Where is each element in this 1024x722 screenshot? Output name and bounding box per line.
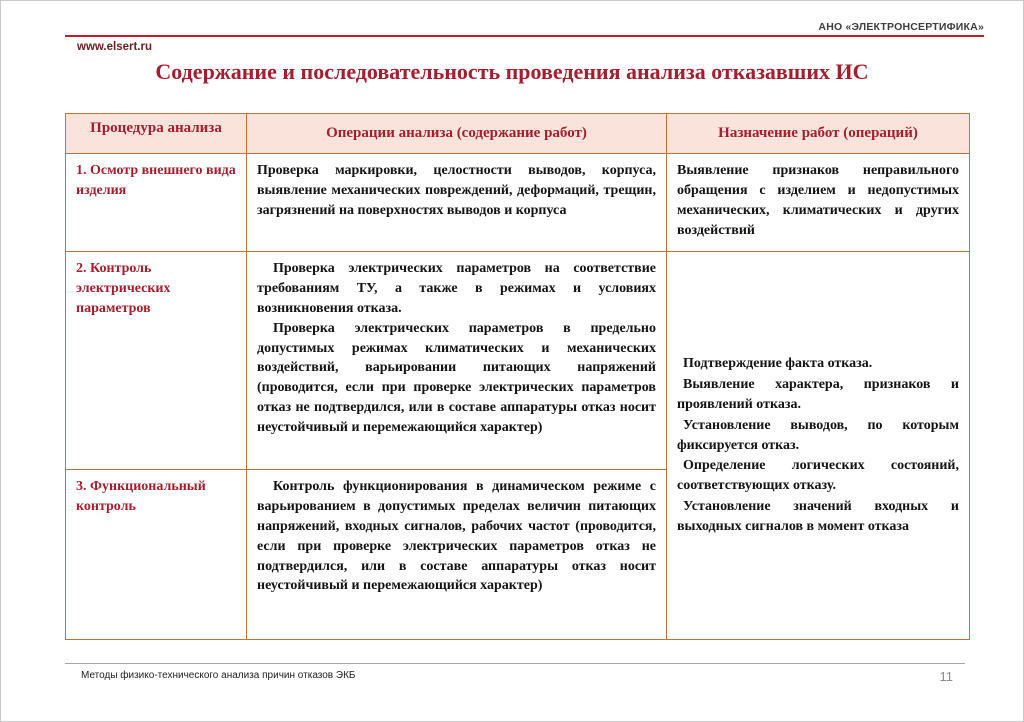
procedure-cell-2: 2. Контроль электрических параметров — [66, 252, 247, 470]
purpose-paragraph: Установление выводов, по которым фиксируется отказ. — [677, 417, 959, 453]
analysis-table — [65, 113, 970, 640]
operations-cell-3 — [247, 470, 667, 640]
operations-paragraph: Проверка электрических параметров в предельно допустимых режимах климатических и механических воздействий, варьировании питающих напряжений (проводится, если при проверке электрических параметров отказ не подтвердился, или в составе аппаратуры отказ носит неустойчивый и перемежающийся характер) — [257, 320, 656, 435]
purpose-paragraph: Определение логических состояний, соответствующих отказу. — [677, 458, 959, 494]
slide-title: Содержание и последовательность проведения анализа отказавших ИС — [155, 59, 869, 84]
purpose-cell-1: Выявление признаков неправильного обращения с изделием и недопустимых механических, климатических и других воздействий — [667, 154, 970, 252]
operations-cell-1 — [247, 154, 667, 252]
table-row — [66, 252, 970, 470]
operations-paragraph: Контроль функционирования в динамическом режиме с варьированием в допустимых пределах величин питающих напряжений, входных сигналов, рабочих частот (проводится, если при проверке электрических параметров отказ не подтвердился, или в составе аппаратуры отказ носит неустойчивый и перемежающийся характер) — [257, 479, 656, 594]
procedure-cell-3: 3. Функциональный контроль — [66, 470, 247, 640]
org-name: АНО «ЭЛЕКТРОНСЕРТИФИКА» — [818, 21, 984, 33]
col-header-operations: Операции анализа (содержание работ) — [247, 114, 667, 154]
operations-cell-2 — [247, 252, 667, 470]
table-header — [66, 114, 970, 154]
website-link[interactable]: www.elsert.ru — [77, 41, 152, 53]
operations-paragraph: Проверка маркировки, целостности выводов, корпуса, выявление механических повреждений, деформаций, трещин, загрязнений на поверхностях выводов и корпуса — [257, 163, 656, 218]
col-header-procedure: Процедура анализа — [66, 114, 247, 154]
procedure-cell-1: 1. Осмотр внешнего вида изделия — [66, 154, 247, 252]
table-row — [66, 154, 970, 252]
purpose-paragraph: Выявление характера, признаков и проявлений отказа. — [677, 376, 959, 412]
table-header-row — [66, 114, 970, 154]
footer-rule — [65, 663, 965, 664]
operations-paragraph: Проверка электрических параметров на соответствие требованиям ТУ, а также в режимах и условиях возникновения отказа. — [257, 261, 656, 316]
col-header-purpose: Назначение работ (операций) — [667, 114, 970, 154]
purpose-paragraph: Подтверждение факта отказа. — [683, 356, 873, 372]
table-body — [66, 154, 970, 640]
page-number: 11 — [939, 669, 953, 684]
purpose-paragraph: Установление значений входных и выходных сигналов в момент отказа — [677, 499, 959, 535]
footer-note: Методы физико-технического анализа причин отказов ЭКБ — [81, 670, 356, 681]
header-rule — [65, 35, 984, 37]
purpose-cell-merged — [667, 252, 970, 640]
